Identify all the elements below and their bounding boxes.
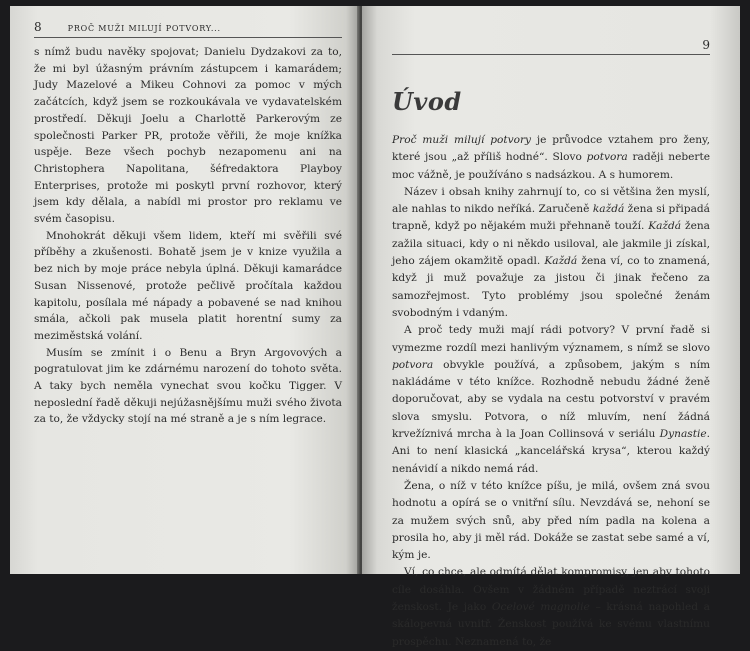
right-paragraph [392, 478, 710, 564]
italic-run: potvora [586, 151, 628, 164]
left-paragraph: Musím se zmínit i o Benu a Bryn Argovových a pogratulovat jim ke zdárnému narození do tohoto světa. A taky bych neměla vynechat svou kočku Tigger. V neposlední řadě děkuji nejúžasnějšímu muži svého života za to, že vždycky stojí na mé straně a je s ním legrace. [34, 346, 342, 426]
chapter-title: Úvod [392, 87, 462, 116]
right-paragraph [392, 184, 710, 322]
italic-run: potvora [392, 358, 434, 371]
running-head-title: PROČ MUŽI MILUJÍ POTVORY... [67, 24, 221, 33]
left-page-text [34, 44, 342, 428]
right-paragraph [392, 322, 710, 478]
italic-run: každá [592, 203, 625, 216]
left-paragraph: s nímž budu navěky spojovat; Danielu Dydzakovi za to, že mi byl úžasným právním zástupcem i kamarádem; Judy Mazelové a Mikeu Cohnovi za pomoc v mých začátcích, když jsem se rozkoukávala ve vydavatelském prostředí. Děkuji Joelu a Charlottě Parkerovým ze společnosti Parker PR, protože věřili, že moje knížka uspěje. Beze všech pochyb nezapomenu ani na Christophera Napolitana, šéfredaktora Playboy Enterprises, protože mi poskytl první rozhovor, který jsem kdy dělala, a nabídl mi prostor pro reklamu ve svém časopisu. [34, 46, 342, 226]
left-page-number: 8 [34, 20, 42, 34]
italic-run: Ocelové magnolie [491, 601, 590, 614]
text-run: Název i obsah knihy zahrnují to, co si většina žen myslí, ale nahlas to nikdo neříká. Zaručeně [392, 185, 710, 216]
text-run: je průvodce vztahem pro ženy, které jsou „až příliš hodné“. Slovo [392, 134, 710, 164]
right-page [362, 6, 740, 648]
text-run: obvykle používá, a způsobem, jakým s ním nakládáme v této knížce. Rozhodně nebudu žádné ženě doporučovat, aby se vydala na cestu potvorství v pravém slova smyslu. Potvora, o níž mluvím, není žádná krvežíznivá mrcha à la Joan Collinsová v seriálu [392, 358, 710, 441]
text-run: žena si připadá trapně, když po nějakém muži přehnaně touží. [392, 203, 710, 233]
right-page-text [392, 132, 710, 651]
open-book [10, 6, 740, 648]
right-page-number: 9 [392, 20, 710, 55]
italic-run: Dynastie [659, 428, 707, 441]
text-run: A proč tedy muži mají rádi potvory? V první řadě si vymezme rozdíl mezi hanlivým významem, s nímž se slovo [392, 324, 710, 354]
italic-run: Každá [544, 255, 578, 268]
text-run: – krásná napohled a skálopevná uvnitř. Ženskost používá ke svému vlastnímu prospěchu. Neznamená to, že [392, 601, 710, 648]
text-run: . Ani to není klasická „kancelářská krysa“, kterou každý nenávidí a nikdo nemá rád. [392, 428, 710, 475]
italic-run: Proč muži milují potvory [392, 134, 532, 146]
text-run: Žena, o níž v této knížce píšu, je milá, ovšem zná svou hodnotu a opírá se o vnitřní sílu. Nevzdává se, nehoní se za mužem svých snů, aby před ním padla na kolena a prosila ho, aby ji měl rád. Dokáže se zastat sebe samé a ví, kým je. [392, 479, 710, 562]
text-run: raději neberte moc vážně, je používáno s nadsázkou. A s humorem. [392, 151, 710, 181]
left-paragraph: Mnohokrát děkuji všem lidem, kteří mi svěřili své příběhy a zkušenosti. Bohatě jsem je v knize využila a bez nich by moje práce nebyla úplná. Děkuji kamarádce Susan Nissenové, protože pečlivě pročítala každou kapitolu, posílala mé nápady a pobavené se nad knihou smála, ačkoli pak musela platit horentní sumy za meziměstská volání. [34, 229, 342, 342]
right-paragraph [392, 564, 710, 650]
right-paragraph [392, 132, 710, 184]
running-head [34, 20, 342, 38]
left-page [10, 6, 360, 574]
text-run: žena ví, co to znamená, když ji muž považuje za jistou či jinak řečeno za samozřejmost. Tyto problémy jsou společné ženám svobodným i vdaným. [392, 255, 711, 319]
text-run: Ví, co chce, ale odmítá dělat kompromisy, jen aby tohoto cíle dosáhla. Ovšem v žádném případě neztrácí svoji ženskost. Je jako [392, 566, 710, 614]
italic-run: Každá [648, 220, 682, 233]
text-run: žena zažila situaci, kdy o ni někdo usiloval, ale jakmile ji získal, jeho zájem okamžitě opadl. [392, 220, 710, 268]
